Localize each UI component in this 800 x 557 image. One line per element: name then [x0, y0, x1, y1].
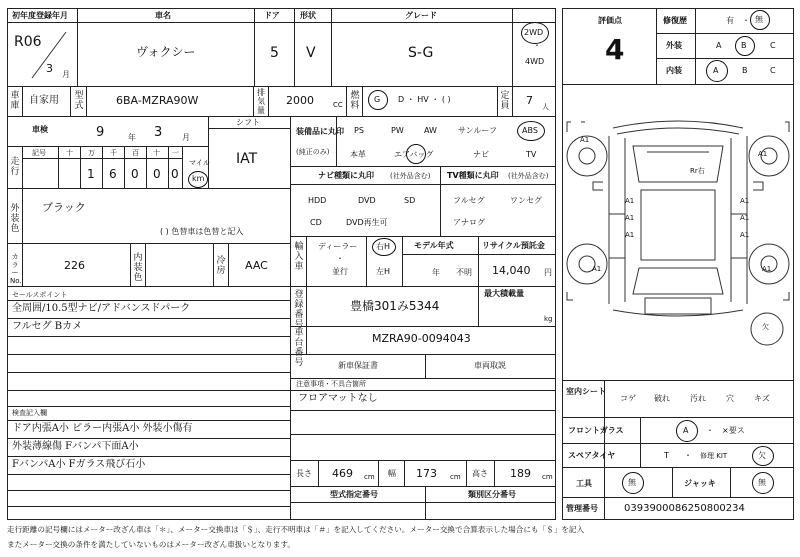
exterior-color-label: 外装色: [10, 204, 20, 234]
grade-value: S-G: [408, 45, 434, 61]
import-label: 輸入車: [294, 242, 304, 272]
inspector-line2: 外装薄線傷 Fバンパ下面A小: [12, 441, 139, 452]
height-label: 高さ: [472, 469, 488, 478]
tools-value: 無: [628, 478, 636, 487]
digit-3: 0: [153, 167, 161, 181]
first-reg-month: 3: [46, 62, 53, 75]
int-grade-c: C: [770, 66, 776, 75]
shape-label: 形状: [300, 11, 316, 20]
equip-pw: PW: [391, 126, 404, 135]
dmg-a1-fl: A1: [580, 136, 590, 144]
inspector-label: 検査記入欄: [12, 409, 47, 417]
dmg-a1-right-3: A1: [740, 231, 750, 239]
navi-hdd: HDD: [308, 196, 327, 205]
length-label: 長さ: [296, 469, 312, 478]
place-3: 百: [132, 149, 139, 157]
car-damage-diagram: [563, 86, 793, 378]
spare-t: T: [664, 451, 669, 460]
mile-label: マイル: [189, 159, 210, 167]
shift-value: IAT: [236, 151, 258, 167]
management-value: 0393900086250800234: [624, 503, 745, 514]
category-no-label: 類別区分番号: [468, 490, 516, 499]
import-parallel: 並行: [332, 267, 348, 276]
dmg-rr-right: Rr右: [690, 167, 705, 175]
place-4: 十: [153, 149, 160, 157]
repair-no: 無: [755, 15, 763, 24]
usage-label: 車庫: [10, 91, 20, 111]
inspection-month: 3: [154, 125, 163, 140]
length-unit: cm: [364, 473, 375, 481]
capacity-label: 定員: [500, 91, 510, 111]
import-dot: ・: [336, 254, 344, 263]
type-designation-label: 型式指定番号: [330, 490, 378, 499]
first-reg-label: 初年度登録年月: [12, 11, 68, 20]
recycle-value: 14,040: [492, 264, 531, 277]
capacity-value: 7: [526, 94, 533, 107]
width-unit: cm: [450, 473, 461, 481]
sheet-scratch: キズ: [754, 394, 770, 403]
usage-value: 自家用: [29, 95, 59, 106]
height-unit: cm: [542, 473, 553, 481]
tv-fullseg: フルセグ: [453, 196, 485, 205]
management-label: 管理番号: [566, 504, 598, 513]
navi-sd: SD: [404, 196, 416, 205]
equip-tv: TV: [526, 150, 537, 159]
dmg-a1-fr: A1: [758, 150, 768, 158]
repair-history-label: 修復歴: [663, 16, 687, 25]
spare-kit: 修理 KIT: [700, 452, 728, 460]
equip-sunroof: サンルーフ: [458, 126, 497, 135]
sheet-burn: コゲ: [620, 394, 636, 403]
drive-sep: ・: [533, 41, 541, 50]
registration-label: 登録番号: [294, 290, 304, 330]
import-dealer: ディーラー: [318, 242, 358, 251]
inspection-year-unit: 年: [128, 133, 136, 142]
width-value: 173: [416, 467, 437, 480]
inspector-line3: FバンパA小 Fガラス飛び石小: [12, 459, 146, 470]
jack-value: 無: [758, 478, 766, 487]
aircon-value: AAC: [245, 259, 268, 272]
navi-cd: CD: [310, 218, 322, 227]
drive-4wd: 4WD: [525, 57, 545, 66]
mileage-kigo: 記号: [32, 149, 46, 157]
model-year-unit: 年: [432, 268, 440, 277]
sales-point-line2: フルセグ Bカメ: [12, 321, 83, 332]
place-0: 十: [66, 149, 73, 157]
width-label: 幅: [388, 469, 396, 478]
footer-line1: 走行距離の記号欄にはメーター改ざん車は「＊」、メーター交換車は「＄」、走行不明車は「＃」を記入してください。メーター交換で合算表示した場合にも「＄」を記入: [7, 525, 585, 534]
first-reg-year: R06: [14, 34, 42, 50]
recycle-label: リサイクル預託金: [482, 241, 545, 250]
new-car-warranty: 新車保証書: [338, 361, 378, 370]
doors-value: 5: [270, 45, 279, 61]
tv-analog: アナログ: [453, 218, 485, 227]
interior-sheet-label: 室内シート: [566, 387, 606, 396]
aircon-label: 冷房: [216, 256, 226, 276]
dmg-a1-rr: A1: [762, 265, 772, 273]
inspection-year: 9: [96, 125, 105, 140]
exterior-color-value: ブラック: [42, 201, 86, 214]
model-year-unknown: 不明: [456, 268, 472, 277]
color-no-value: 226: [64, 259, 85, 272]
recycle-unit: 円: [544, 268, 552, 277]
sheet-hole: 穴: [726, 394, 734, 403]
inspection-label: 車検: [32, 125, 48, 134]
front-glass-dot: ・: [706, 426, 714, 435]
spare-ke-value: 欠: [758, 451, 766, 460]
car-name-value: ヴォクシー: [136, 45, 196, 59]
interior-color-label: 内装色: [133, 253, 143, 283]
equip-abs: ABS: [522, 126, 538, 135]
digit-4: 0: [171, 167, 179, 181]
model-value: 6BA-MZRA90W: [116, 94, 199, 107]
inspector-line1: ドア内張A小 ピラー内張A小 外装小傷有: [12, 423, 193, 434]
max-load-label: 最大積載量: [484, 289, 524, 298]
navi-dvd: DVD: [358, 196, 376, 205]
length-value: 469: [332, 467, 353, 480]
equip-aw: AW: [424, 126, 437, 135]
jack-label: ジャッキ: [684, 479, 716, 488]
car-name-label: 車名: [155, 11, 171, 20]
equip-leather: 本革: [350, 150, 366, 159]
chassis-value: MZRA90-0094043: [372, 332, 471, 345]
spare-tire-label: スペアタイヤ: [568, 451, 616, 460]
fuel-label: 燃料: [350, 91, 360, 111]
navi-label: ナビ種類に丸印: [318, 171, 374, 180]
score-label: 評価点: [598, 16, 622, 25]
displacement-unit: CC: [333, 101, 343, 109]
front-glass-a: A: [683, 426, 689, 435]
equipment-label: 装備品に丸印: [296, 127, 344, 136]
shape-value: V: [306, 45, 316, 61]
navi-dvd-play: DVD再生可: [346, 218, 388, 227]
caution-text: フロアマットなし: [298, 393, 378, 404]
equip-navi: ナビ: [473, 150, 489, 159]
place-5: 一: [172, 149, 179, 157]
import-left: 左H: [376, 267, 391, 276]
tv-label: TV種類に丸印: [447, 171, 499, 180]
exterior-grade-label: 外装: [666, 41, 682, 50]
repair-dot: ・: [742, 16, 750, 25]
tv-sub: (社外品含む): [508, 172, 549, 180]
exterior-color-note: ( ) 色替車は色替と記入: [160, 227, 244, 236]
repair-yes: 有: [726, 16, 734, 25]
import-right: 右H: [376, 242, 391, 251]
equip-airbag: エアバッグ: [394, 150, 434, 159]
front-glass-x: ×要ス: [722, 426, 745, 435]
displacement-label: 排気量: [257, 88, 265, 115]
equip-ps: PS: [354, 126, 364, 135]
height-value: 189: [510, 467, 531, 480]
first-reg-month-unit: 月: [62, 70, 70, 79]
vehicle-manual: 車両取説: [474, 361, 506, 370]
chassis-label: 車台番号: [294, 328, 304, 368]
color-no-label: カラーNo.: [10, 253, 22, 285]
drive-2wd: 2WD: [524, 28, 544, 37]
model-year-label: モデル年式: [414, 241, 454, 250]
grade-label: グレード: [405, 11, 437, 20]
interior-grade-label: 内装: [666, 66, 682, 75]
displacement-value: 2000: [286, 94, 314, 107]
sales-point-line1: 全周囲/10.5型ナビ/アドバンスドパーク: [12, 303, 191, 314]
max-load-unit: kg: [544, 315, 553, 323]
capacity-unit: 人: [542, 103, 549, 111]
digit-2: 0: [131, 167, 139, 181]
equipment-sub: (純正のみ): [296, 148, 330, 156]
score-value: 4: [605, 33, 625, 66]
dmg-a1-left-2: A1: [625, 214, 635, 222]
place-2: 千: [110, 149, 117, 157]
ext-grade-b: B: [741, 41, 747, 50]
front-glass-label: フロントガラス: [568, 426, 624, 435]
ext-grade-a: A: [716, 41, 722, 50]
int-grade-b: B: [742, 66, 748, 75]
door-label: ドア: [264, 11, 280, 20]
mileage-label: 走行: [10, 157, 20, 177]
digit-0: 1: [87, 167, 95, 181]
ext-grade-c: C: [770, 41, 776, 50]
dmg-a1-left-3: A1: [625, 231, 635, 239]
fuel-options: D ・ HV ・ ( ): [398, 95, 451, 104]
sheet-dirt: 汚れ: [690, 394, 706, 403]
tv-oneseg: ワンセグ: [510, 196, 542, 205]
dmg-a1-rl: A1: [592, 265, 602, 273]
fuel-g: G: [374, 95, 381, 104]
km-label: km: [192, 174, 205, 183]
place-1: 万: [88, 149, 95, 157]
dmg-a1-left-1: A1: [625, 197, 635, 205]
dmg-a1-right-1: A1: [740, 197, 750, 205]
sheet-tear: 破れ: [654, 394, 670, 403]
dmg-a1-right-2: A1: [740, 214, 750, 222]
inspection-month-unit: 月: [182, 133, 190, 142]
int-grade-a: A: [713, 66, 719, 75]
sales-points-label: セールスポイント: [12, 291, 68, 299]
digit-1: 6: [109, 167, 117, 181]
navi-sub: (社外品含む): [390, 172, 431, 180]
footer-line2: またメーター交換の条件を満たしていないものはメーター改ざん車扱いとなります。: [7, 540, 295, 549]
tools-label: 工具: [576, 479, 592, 488]
shift-label: シフト: [236, 118, 260, 127]
registration-value: 豊橋301み5344: [350, 299, 440, 313]
spare-ke: 欠: [762, 323, 769, 331]
spare-dot: ・: [684, 451, 692, 460]
model-label: 型式: [74, 91, 84, 111]
caution-label: 注意事項・不具合箇所: [296, 380, 366, 388]
